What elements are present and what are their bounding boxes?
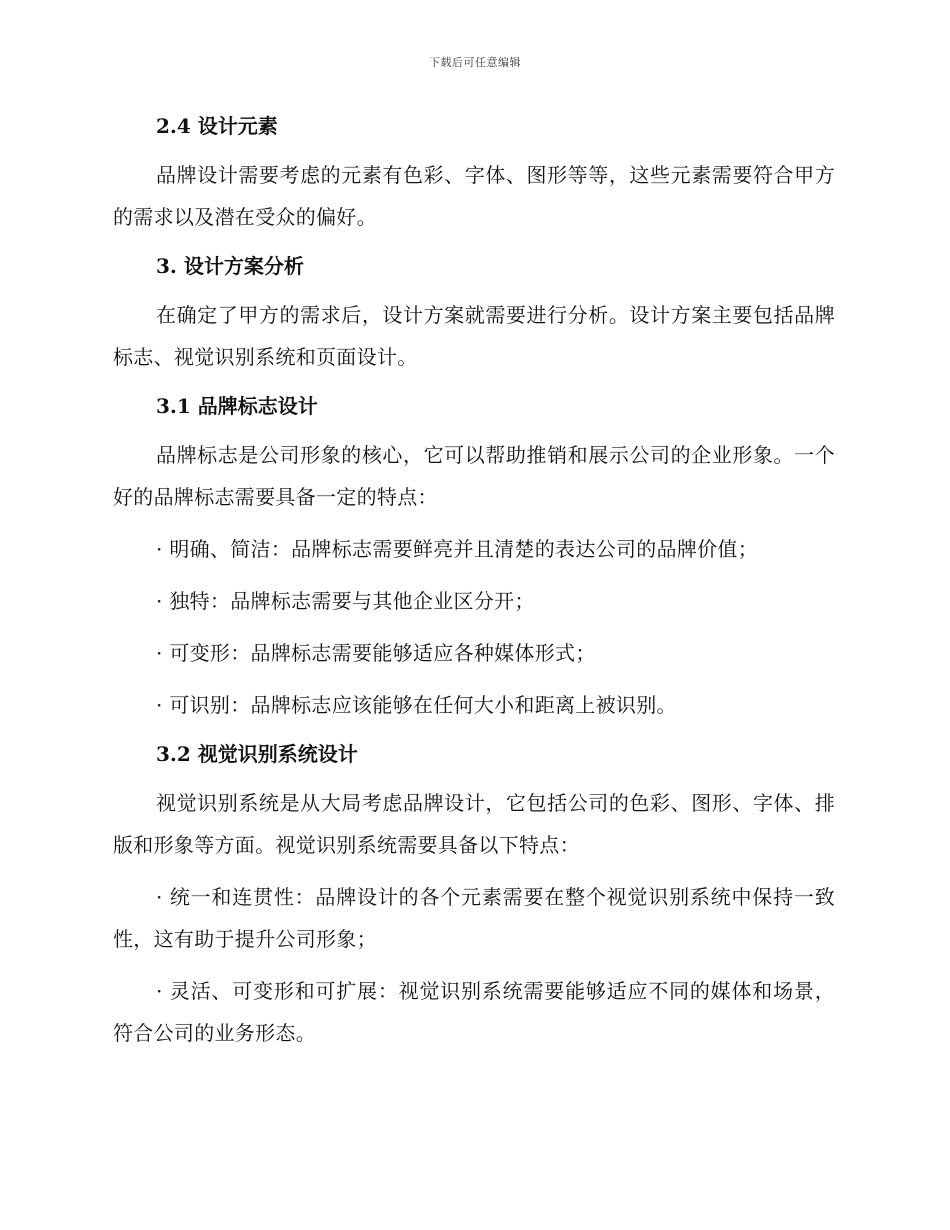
section-heading-3: 3. 设计方案分析 bbox=[156, 254, 304, 278]
document-body bbox=[113, 110, 835, 1054]
paragraph: 品牌设计需要考虑的元素有色彩、字体、图形等等，这些元素需要符合甲方的需求以及潜在受众的偏好。 bbox=[113, 163, 835, 229]
section-heading-2-4: 2.4 设计元素 bbox=[156, 114, 278, 138]
bullet-item: · 明确、简洁：品牌标志需要鲜亮并且清楚的表达公司的品牌价值； bbox=[156, 537, 759, 561]
bullet-item: · 可变形：品牌标志需要能够适应各种媒体形式； bbox=[156, 641, 596, 665]
bullet-item: · 统一和连贯性：品牌设计的各个元素需要在整个视觉识别系统中保持一致性，这有助于提升公司形象； bbox=[113, 885, 835, 951]
bullet-item: · 独特：品牌标志需要与其他企业区分开； bbox=[156, 589, 535, 613]
paragraph: 在确定了甲方的需求后，设计方案就需要进行分析。设计方案主要包括品牌标志、视觉识别系统和页面设计。 bbox=[113, 303, 835, 369]
section-heading-3-1: 3.1 品牌标志设计 bbox=[156, 394, 318, 418]
bullet-item: · 可识别：品牌标志应该能够在任何大小和距离上被识别。 bbox=[156, 693, 677, 717]
paragraph: 视觉识别系统是从大局考虑品牌设计，它包括公司的色彩、图形、字体、排版和形象等方面。视觉识别系统需要具备以下特点： bbox=[113, 791, 835, 857]
bullet-item: · 灵活、可变形和可扩展：视觉识别系统需要能够适应不同的媒体和场景，符合公司的业务形态。 bbox=[113, 979, 835, 1045]
section-heading-3-2: 3.2 视觉识别系统设计 bbox=[156, 742, 358, 766]
page-header: 下载后可任意编辑 bbox=[429, 56, 521, 69]
paragraph: 品牌标志是公司形象的核心，它可以帮助推销和展示公司的企业形象。一个好的品牌标志需要具备一定的特点： bbox=[113, 443, 835, 509]
